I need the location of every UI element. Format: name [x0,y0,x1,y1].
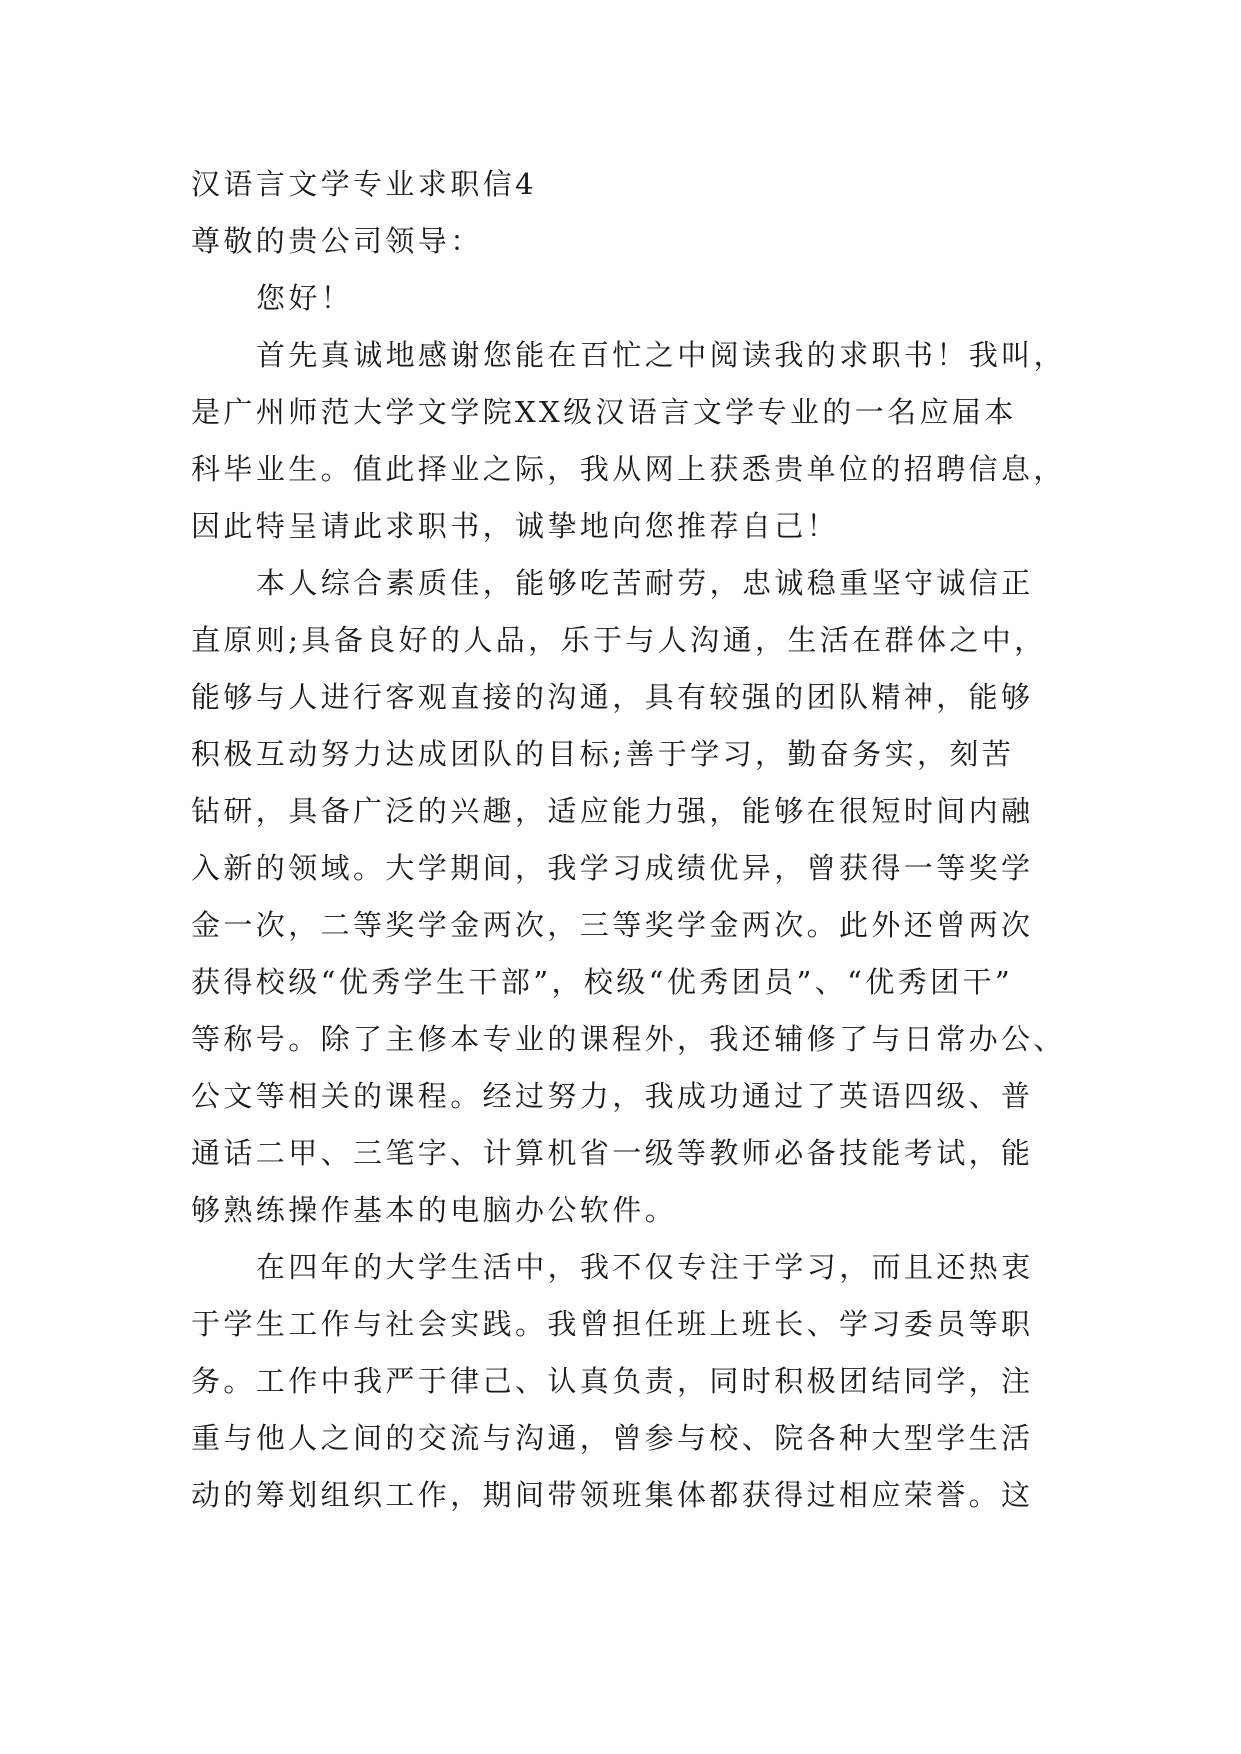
paragraph-3-line: 动的筹划组织工作，期间带领班集体都获得过相应荣誉。这 [191,1478,1034,1512]
paragraph-2-line: 能够与人进行客观直接的沟通，具有较强的团队精神，能够 [191,680,1034,714]
paragraph-3-line: 务。工作中我严于律己、认真负责，同时积极团结同学，注 [191,1364,1034,1398]
paragraph-1-line: 是广州师范大学文学院XX级汉语言文学专业的一名应届本 [191,395,1017,429]
paragraph-2-line: 入新的领域。大学期间，我学习成绩优异，曾获得一等奖学 [191,851,1034,885]
paragraph-2-line: 钻研，具备广泛的兴趣，适应能力强，能够在很短时间内融 [191,794,1034,828]
paragraph-3-line: 于学生工作与社会实践。我曾担任班上班长、学习委员等职 [191,1307,1034,1341]
paragraph-2-line: 本人综合素质佳，能够吃苦耐劳，忠诚稳重坚守诚信正 [256,566,1034,600]
salutation: 尊敬的贵公司领导： [191,224,483,258]
paragraph-1-line: 科毕业生。值此择业之际，我从网上获悉贵单位的招聘信息， [191,452,1066,486]
paragraph-2-line: 获得校级“优秀学生干部”，校级“优秀团员”、“优秀团干” [191,965,1014,999]
paragraph-1-line: 因此特呈请此求职书，诚挚地向您推荐自己！ [191,509,840,543]
paragraph-2-line: 金一次，二等奖学金两次，三等奖学金两次。此外还曾两次 [191,908,1034,942]
paragraph-2-line: 公文等相关的课程。经过努力，我成功通过了英语四级、普 [191,1079,1034,1113]
paragraph-2-line: 积极互动努力达成团队的目标;善于学习，勤奋务实，刻苦 [191,737,1015,771]
greeting: 您好！ [256,281,354,315]
document-title: 汉语言文学专业求职信4 [191,167,537,201]
paragraph-2-line: 直原则;具备良好的人品，乐于与人沟通，生活在群体之中， [191,623,1047,657]
paragraph-1-line: 首先真诚地感谢您能在百忙之中阅读我的求职书！我叫， [256,338,1067,372]
paragraph-2-line: 等称号。除了主修本专业的课程外，我还辅修了与日常办公、 [191,1022,1066,1056]
paragraph-2-line: 通话二甲、三笔字、计算机省一级等教师必备技能考试，能 [191,1136,1034,1170]
paragraph-3-line: 重与他人之间的交流与沟通，曾参与校、院各种大型学生活 [191,1421,1034,1455]
paragraph-2-line: 够熟练操作基本的电脑办公软件。 [191,1193,678,1227]
paragraph-3-line: 在四年的大学生活中，我不仅专注于学习，而且还热衷 [256,1250,1034,1284]
